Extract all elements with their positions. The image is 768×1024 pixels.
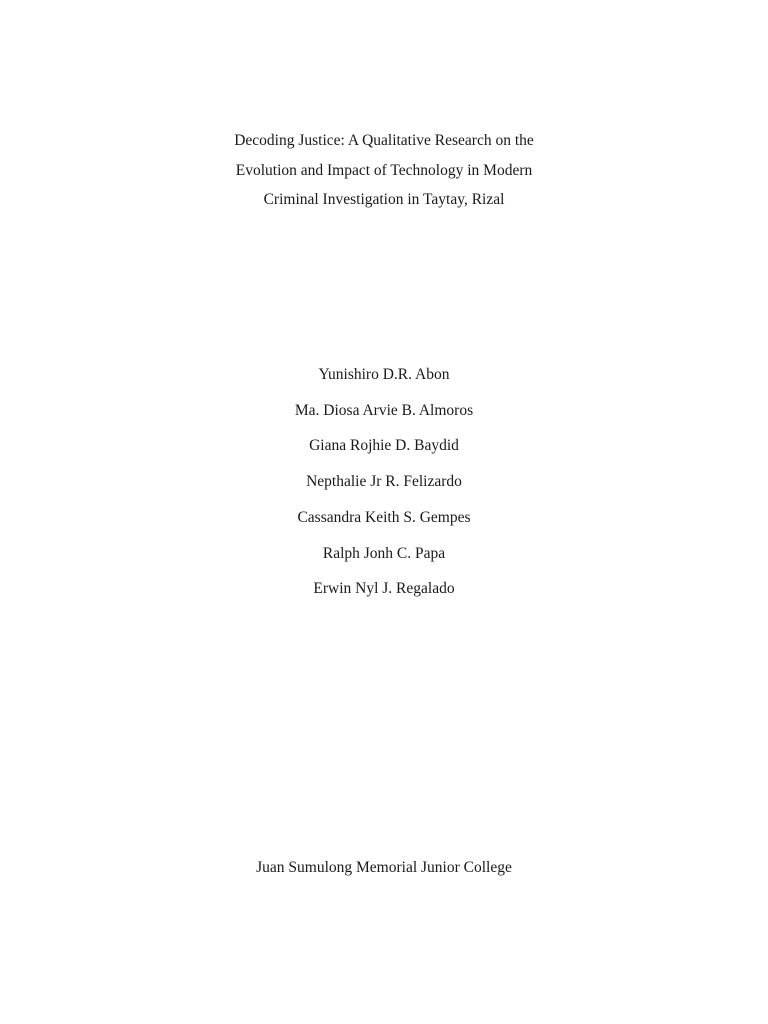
author-name: Ralph Jonh C. Papa — [322, 544, 446, 562]
paper-title — [0, 126, 768, 215]
author-name: Giana Rojhie D. Baydid — [309, 437, 459, 455]
author-name: Cassandra Keith S. Gempes — [297, 508, 471, 526]
author-name: Erwin Nyl J. Regalado — [313, 580, 455, 598]
title-line-1: Decoding Justice: A Qualitative Research on the — [234, 132, 534, 149]
author-name: Yunishiro D.R. Abon — [318, 366, 450, 383]
title-line-3: Criminal Investigation in Taytay, Rizal — [263, 191, 505, 208]
title-line-2: Evolution and Impact of Technology in Modern — [235, 161, 533, 179]
author-name: Nepthalie Jr R. Felizardo — [306, 473, 462, 491]
institution-name: Juan Sumulong Memorial Junior College — [256, 859, 512, 876]
author-list — [0, 357, 768, 607]
author-name: Ma. Diosa Arvie B. Almoros — [294, 401, 474, 419]
